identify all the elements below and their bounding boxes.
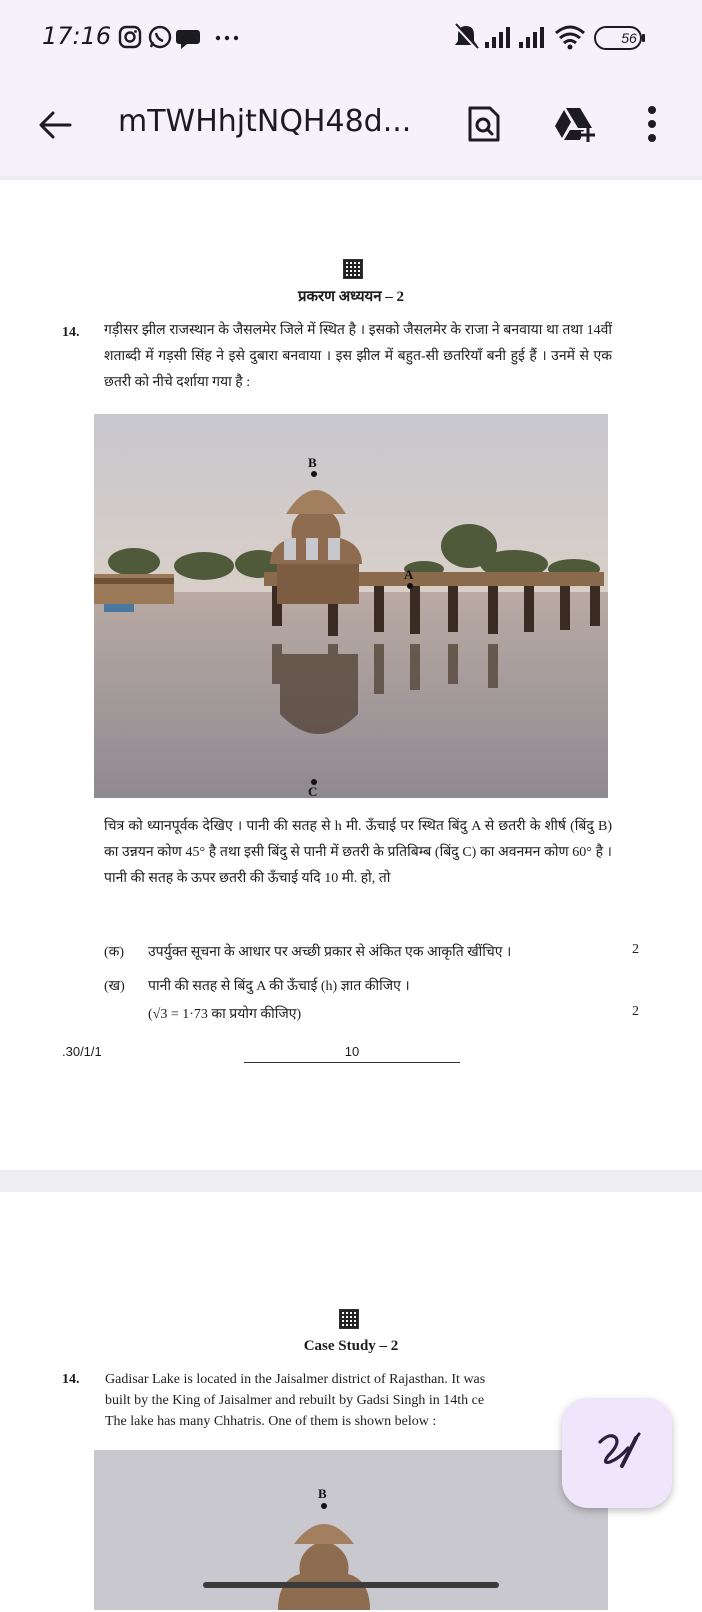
question-body: चित्र को ध्यानपूर्वक देखिए । पानी की सतह से h मी. ऊँचाई पर स्थित बिंदु A से छतरी के शीर्ष (बिंदु B) का उन्नयन कोण 45° है तथा इसी बिंदु से पानी में छतरी के प्रतिबिम्ब (बिंदु C) का अवनमन कोण 60° है । पानी की सतह के ऊपर छतरी की ऊँचाई यदि 10 मी. हो, तो	[104, 819, 612, 886]
photo-en-label-b: B	[318, 1486, 327, 1501]
qr-code-icon	[340, 1310, 358, 1328]
sub-question-b-hint: (√3 = 1·73 का प्रयोग कीजिए)	[148, 1007, 302, 1022]
footer-page-number: 10	[244, 1044, 460, 1063]
document-page-1[interactable]	[0, 180, 702, 1170]
overflow-menu-icon[interactable]	[646, 104, 658, 144]
sub-question-a-text: उपर्युक्त सूचना के आधार पर अच्छी प्रकार से अंकित एक आकृति खींचिए ।	[148, 945, 512, 960]
chat-bubble-icon	[176, 30, 200, 49]
gesture-nav-handle[interactable]	[203, 1582, 499, 1588]
photo-label-a: A	[404, 567, 414, 582]
sub-question-b-marks: 2	[632, 1004, 639, 1019]
question-intro: गड़ीसर झील राजस्थान के जैसलमेर जिले में स्थित है । इसको जैसलमेर के राजा ने बनवाया था तथा 14वीं शताब्दी में गड़सी सिंह ने इसे दुबारा बनवाया । इस झील में बहुत-सी छतरियाँ बनी हुई हैं । उनमें से एक छतरी को नीचे दर्शाया गया है :	[104, 323, 612, 390]
sub-question-b-label: (ख)	[104, 979, 125, 994]
signal-icon	[519, 27, 544, 48]
battery-level: 56	[621, 30, 637, 46]
chhatri-photo	[94, 414, 608, 798]
document-title: mTWHhjtNQH48d...	[118, 104, 412, 139]
footer-code: .30/1/1	[62, 1044, 102, 1059]
sub-question-a-label: (क)	[104, 945, 125, 960]
status-app-icons	[118, 24, 248, 54]
photo-label-b: B	[308, 455, 317, 470]
signal-icon	[485, 27, 510, 48]
more-dots-icon	[216, 36, 238, 40]
qr-code-icon	[344, 260, 362, 278]
status-bar	[0, 0, 702, 76]
wifi-icon	[556, 27, 584, 50]
annotate-fab[interactable]	[562, 1398, 672, 1508]
question-intro-en-line-1: Gadisar Lake is located in the Jaisalmer district of Rajasthan. It was	[105, 1372, 486, 1387]
back-arrow-icon[interactable]	[36, 108, 74, 142]
question-number: 14.	[62, 325, 80, 340]
case-study-heading-en: Case Study – 2	[303, 1338, 399, 1354]
question-number-en: 14.	[62, 1372, 80, 1387]
lens-search-icon[interactable]	[466, 104, 502, 144]
status-time: 17:16	[42, 22, 112, 50]
app-bar	[0, 76, 702, 176]
photo-label-c: C	[308, 784, 318, 798]
sub-question-b-text: पानी की सतह से बिंदु A की ऊँचाई (h) ज्ञात कीजिए ।	[148, 979, 410, 994]
question-intro-en-line-2: built by the King of Jaisalmer and rebuilt by Gadsi Singh in 14th ce	[105, 1393, 485, 1408]
mute-icon	[455, 24, 478, 49]
case-study-heading: प्रकरण अध्ययन – 2	[297, 289, 405, 305]
edit-annotate-icon	[592, 1426, 644, 1478]
instagram-icon	[120, 27, 140, 47]
drive-add-icon[interactable]	[552, 104, 598, 144]
whatsapp-icon	[150, 27, 170, 47]
question-intro-en-line-3: The lake has many Chhatris. One of them is shown below :	[105, 1414, 437, 1429]
sub-question-a-marks: 2	[632, 942, 639, 957]
chhatri-photo-drawing	[94, 414, 608, 798]
